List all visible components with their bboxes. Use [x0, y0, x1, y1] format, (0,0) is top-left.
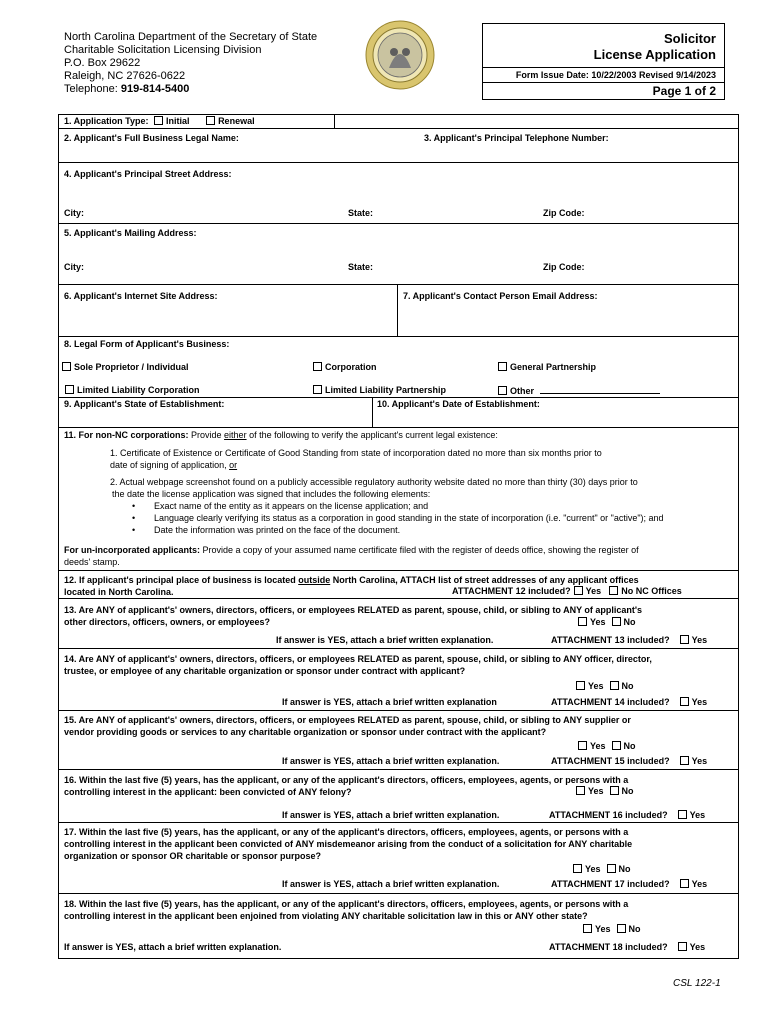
q17-line-2: controlling interest in the applicant been convicted of ANY misdemeanor arising from the conduct of a solicitation for ANY charitable [64, 839, 633, 849]
q11-bullet: • Exact name of the entity as it appears on the license application; and [132, 501, 429, 511]
q14-explain: If answer is YES, attach a brief written explanation [282, 697, 497, 707]
llp-checkbox[interactable] [313, 385, 322, 394]
contact-email-label: 7. Applicant's Contact Person Email Address: [403, 291, 598, 301]
q15-line-2: vendor providing goods or services to any charitable organization or sponsor under contract with the applicant? [64, 727, 547, 737]
q15-line-1: 15. Are ANY of applicant's' owners, directors, officers, or employees RELATED as parent, spouse, child, or sibling to ANY supplier or [64, 715, 631, 725]
form-code: CSL 122-1 [673, 978, 721, 989]
q15-yes-no [575, 741, 636, 751]
q11-item-1 [110, 447, 602, 471]
legal-form-gp [495, 362, 596, 372]
q18-question [64, 898, 628, 922]
q17-explain: If answer is YES, attach a brief written explanation. [282, 879, 500, 889]
date-of-establishment-label: 10. Applicant's Date of Establishment: [377, 399, 540, 409]
q12-no-nc-offices-checkbox[interactable] [609, 586, 618, 595]
q18-no-checkbox[interactable] [617, 924, 626, 933]
telephone-label: Telephone: [64, 83, 121, 95]
llc-label: Limited Liability Corporation [77, 385, 200, 395]
sole-proprietor-checkbox[interactable] [62, 362, 71, 371]
application-type-label: 1. Application Type: [64, 116, 149, 126]
agency-line: Charitable Solicitation Licensing Division [64, 44, 262, 56]
q11-item-2-line-2: the date the license application was signed that includes the following elements: [112, 489, 431, 499]
agency-line: Raleigh, NC 27626-0622 [64, 70, 186, 82]
q16-attach-yes: Yes [689, 810, 706, 820]
q18-no-label: No [628, 924, 641, 934]
title-box [482, 23, 725, 100]
corporation-label: Corporation [325, 362, 377, 372]
q11-bullet: • Language clearly verifying its status as a corporation in good standing in the state of incorporation (i.e. "current" or "active"); and [132, 513, 664, 523]
q18-yes-label: Yes [595, 924, 611, 934]
q13-line-1: 13. Are ANY of applicant's' owners, directors, officers, or employees RELATED as parent, spouse, child, or sibling to ANY of applicant's [64, 605, 643, 615]
q13-question [64, 604, 642, 628]
q15-attach-label: ATTACHMENT 15 included? [551, 756, 670, 766]
q12-outside: outside [298, 575, 331, 585]
q17-line-1: 17. Within the last five (5) years, has the applicant, or any of the applicant's directors, officers, employees, agents, or persons with a [64, 827, 629, 837]
street-state-label: State: [348, 208, 374, 218]
agency-line: P.O. Box 29622 [64, 57, 141, 69]
mailing-state-label: State: [348, 262, 374, 272]
q16-question [64, 774, 628, 798]
renewal-label: Renewal [218, 116, 255, 126]
general-partnership-label: General Partnership [510, 362, 597, 372]
renewal-checkbox[interactable] [206, 116, 215, 125]
q16-explain: If answer is YES, attach a brief written explanation. [282, 810, 500, 820]
q11-bullet: • Date the information was printed on the face of the document. [132, 525, 401, 535]
q11-item-1-or: or [229, 460, 238, 470]
q11-lead-2: of the following to verify the applicant's current legal existence: [246, 430, 498, 440]
q16-line-1: 16. Within the last five (5) years, has the applicant, or any of the applicant's directors, officers, employees, agents, or persons with a [64, 775, 629, 785]
telephone-number: 919-814-5400 [120, 83, 190, 95]
q15-attach-yes: Yes [691, 756, 708, 766]
q17-attachment [551, 879, 707, 889]
llc-checkbox[interactable] [65, 385, 74, 394]
q14-no-checkbox[interactable] [610, 681, 619, 690]
q12-attachment [452, 586, 682, 596]
q13-line-2: other directors, officers, owners, or employees? [64, 617, 271, 627]
q15-attachment [551, 756, 707, 766]
q18-yes-checkbox[interactable] [583, 924, 592, 933]
legal-form-corp [310, 362, 377, 372]
q13-explain: If answer is YES, attach a brief written explanation. [276, 635, 494, 645]
legal-form-llc [62, 385, 200, 395]
q18-attach-label: ATTACHMENT 18 included? [549, 942, 668, 952]
q17-yes-no [570, 864, 631, 874]
q14-attach-checkbox[interactable] [680, 697, 689, 706]
q13-no-checkbox[interactable] [612, 617, 621, 626]
legal-form-sole [62, 362, 189, 372]
legal-form-label: 8. Legal Form of Applicant's Business: [64, 339, 230, 349]
other-checkbox[interactable] [498, 386, 507, 395]
unincorporated-text-2: deeds' stamp. [64, 557, 120, 567]
q14-line-1: 14. Are ANY of applicant's' owners, directors, officers, or employees RELATED as parent, spouse, child, or sibling to ANY officer, director, [64, 654, 652, 664]
q14-line-2: trustee, or employee of any charitable organization or sponsor under contract with applicant? [64, 666, 466, 676]
q15-attach-checkbox[interactable] [680, 756, 689, 765]
q16-attach-checkbox[interactable] [678, 810, 687, 819]
q18-attach-checkbox[interactable] [678, 942, 687, 951]
initial-label: Initial [166, 116, 190, 126]
q14-yes-no [573, 681, 634, 691]
mailing-zip-label: Zip Code: [543, 262, 585, 272]
state-seal-icon [365, 20, 435, 90]
mailing-city-label: City: [64, 262, 84, 272]
legal-form-other [495, 385, 660, 396]
q18-line-1: 18. Within the last five (5) years, has the applicant, or any of the applicant's directors, officers, employees, agents, or persons with a [64, 899, 629, 909]
q17-no-checkbox[interactable] [607, 864, 616, 873]
q13-attachment [551, 635, 707, 645]
q14-attach-yes: Yes [691, 697, 708, 707]
q14-yes-checkbox[interactable] [576, 681, 585, 690]
form-issue-date: Form Issue Date: 10/22/2003 Revised 9/14/2023 [515, 70, 716, 80]
unincorporated-applicants [64, 544, 734, 568]
q11-item-2 [110, 476, 638, 500]
unincorporated-text: Provide a copy of your assumed name certificate filed with the register of deeds office, showing the register of [200, 545, 639, 555]
q13-attach-label: ATTACHMENT 13 included? [551, 635, 670, 645]
page-indicator: Page 1 of 2 [652, 84, 716, 98]
q15-yes-label: Yes [590, 741, 606, 751]
q12-yes-label: Yes [585, 586, 602, 596]
q14-attach-label: ATTACHMENT 14 included? [551, 697, 670, 707]
q16-yes-label: Yes [588, 786, 604, 796]
q14-question [64, 653, 652, 677]
website-label: 6. Applicant's Internet Site Address: [64, 291, 218, 301]
q13-yes-no [575, 617, 636, 627]
unincorporated-bold: For un-incorporated applicants: [64, 545, 201, 555]
legal-form-llp [310, 385, 446, 395]
q11-item-2-line-1: 2. Actual webpage screenshot found on a publicly accessible regulatory authority website dated no more than thirty (30) days prior to [110, 477, 638, 487]
q17-no-label: No [618, 864, 631, 874]
q13-yes-checkbox[interactable] [578, 617, 587, 626]
street-city-label: City: [64, 208, 84, 218]
q11-lead-either: either [224, 430, 247, 440]
q18-attach-yes: Yes [689, 942, 706, 952]
business-name-label: 2. Applicant's Full Business Legal Name: [64, 133, 239, 143]
agency-telephone [64, 83, 317, 96]
telephone-number-label: 3. Applicant's Principal Telephone Number: [424, 133, 609, 143]
q11-bullet-text: Language clearly verifying its status as a corporation in good standing in the state of incorporation (i.e. "current" or "active"); and [154, 513, 664, 523]
q16-no-checkbox[interactable] [610, 786, 619, 795]
q18-explain: If answer is YES, attach a brief written explanation. [64, 942, 282, 952]
other-label: Other [510, 386, 535, 396]
q17-yes-label: Yes [585, 864, 601, 874]
q15-yes-checkbox[interactable] [578, 741, 587, 750]
q13-attach-checkbox[interactable] [680, 635, 689, 644]
q13-yes-label: Yes [590, 617, 606, 627]
q17-question [64, 826, 632, 862]
q17-yes-checkbox[interactable] [573, 864, 582, 873]
q16-yes-checkbox[interactable] [576, 786, 585, 795]
q15-explain: If answer is YES, attach a brief written explanation. [282, 756, 500, 766]
other-text-line[interactable] [540, 385, 660, 394]
q11-item-1-line-1: 1. Certificate of Existence or Certificate of Good Standing from state of incorporation dated no more than six months prior to [110, 448, 602, 458]
q16-line-2: controlling interest in the applicant: been convicted of ANY felony? [64, 787, 352, 797]
q12-no-label: No NC Offices [621, 586, 682, 596]
q17-attach-yes: Yes [691, 879, 708, 889]
state-of-establishment-label: 9. Applicant's State of Establishment: [64, 399, 225, 409]
q17-attach-label: ATTACHMENT 17 included? [551, 879, 670, 889]
corporation-checkbox[interactable] [313, 362, 322, 371]
q17-line-3: organization or sponsor OR charitable or sponsor purpose? [64, 851, 322, 861]
q11-bullet-text: Date the information was printed on the face of the document. [154, 525, 401, 535]
q11-lead-1: Provide [188, 430, 225, 440]
q18-line-2: controlling interest in the applicant been enjoined from violating ANY charitable solicitation law in this or ANY other state? [64, 911, 588, 921]
q11-bullet-text: Exact name of the entity as it appears on the license application; and [154, 501, 429, 511]
q16-attach-label: ATTACHMENT 16 included? [549, 810, 668, 820]
mailing-address-label: 5. Applicant's Mailing Address: [64, 228, 197, 238]
q12-line-1b: North Carolina, ATTACH list of street addresses of any applicant offices [330, 575, 639, 585]
street-zip-label: Zip Code: [543, 208, 585, 218]
q11-item-1-line-2: date of signing of application, [110, 460, 230, 470]
q16-attachment [549, 810, 705, 820]
q13-attach-yes: Yes [691, 635, 708, 645]
q14-attachment [551, 697, 707, 707]
q11-bullets [132, 500, 664, 536]
q17-attach-checkbox[interactable] [680, 879, 689, 888]
initial-checkbox[interactable] [154, 116, 163, 125]
street-address-label: 4. Applicant's Principal Street Address: [64, 169, 232, 179]
agency-line: North Carolina Department of the Secretary of State [64, 31, 318, 43]
q14-yes-label: Yes [588, 681, 604, 691]
q11-lead-bold: 11. For non-NC corporations: [64, 430, 189, 440]
q12-yes-checkbox[interactable] [574, 586, 583, 595]
q12-line-1a: 12. If applicant's principal place of business is located [64, 575, 299, 585]
llp-label: Limited Liability Partnership [325, 385, 447, 395]
agency-address-block [64, 31, 317, 96]
title-line-1: Solicitor [663, 31, 716, 46]
q18-yes-no [580, 924, 641, 934]
q16-no-label: No [621, 786, 634, 796]
q12-line-2: located in North Carolina. [64, 587, 174, 597]
q15-question [64, 714, 631, 738]
application-type [64, 116, 255, 126]
q15-no-label: No [623, 741, 636, 751]
q15-no-checkbox[interactable] [612, 741, 621, 750]
sole-proprietor-label: Sole Proprietor / Individual [74, 362, 189, 372]
q13-no-label: No [623, 617, 636, 627]
q16-yes-no [573, 786, 634, 796]
q12-attach-label: ATTACHMENT 12 included? [452, 586, 571, 596]
q18-attachment [549, 942, 705, 952]
title-line-2: License Application [593, 47, 716, 62]
general-partnership-checkbox[interactable] [498, 362, 507, 371]
q14-no-label: No [621, 681, 634, 691]
non-nc-corporations-intro [64, 430, 498, 440]
